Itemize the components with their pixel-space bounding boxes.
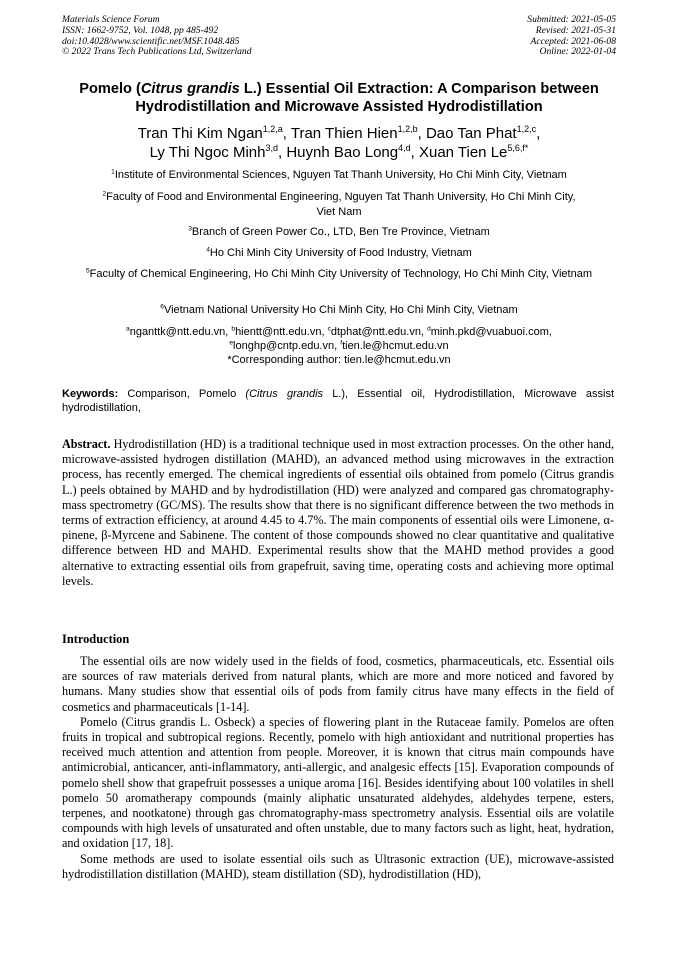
abstract-label: Abstract. <box>62 437 111 451</box>
author: Ly Thi Ngoc Minh$^{3,d}$, <box>149 143 287 161</box>
author: Tran Thi Kim Ngan$^{1,2,a}$, <box>137 124 291 142</box>
accepted-date: Accepted: 2021-06-08 <box>530 35 616 47</box>
email-list <box>40 325 638 367</box>
introduction-heading: Introduction <box>62 632 130 646</box>
affiliation-2: $^2$Faculty of Food and Environmental Engineering, Nguyen Tat Thanh University, Ho Chi Minh City, Viet Nam <box>102 190 576 218</box>
author-list <box>30 124 648 162</box>
affiliation-5: $^5$Faculty of Chemical Engineering, Ho Chi Minh City University of Technology, Ho Chi Minh City, Vietnam <box>85 267 592 280</box>
paragraph: Pomelo (Citrus grandis L. Osbeck) a species of flowering plant in the Rutaceae family. Pomelos are often fruits in tropical and subtropical regions. Recently, pomelo with high antioxidant and nutritional properties has received much attention and attention from people. Moreover, it is known that citrus main compounds have antimicrobial, anticancer, anti-inflammatory, anti-allergic, and analgesic effects [15]. Evaporation compounds of pomelo shell show that grapefruit possesses a unique aroma [16]. Besides identifying about 100 volatiles in shell pomelo 50 aromatherapy compounds (mainly aliphatic unsaturated aldehydes, aldehydes terpene, esters, terpenes, and nootkatone) through gas chromatography-mass spectrometry analysis. Essential oils are volatile compounds with high levels of unsaturated and often unstable, due to many factors such as light, heat, hydration, and oxidation [17, 18]. <box>62 714 614 851</box>
keywords: Keywords: Comparison, Pomelo (Citrus grandis L.), Essential oil, Hydrodistillation, Microwave assist hydrodistillation, <box>62 388 615 414</box>
introduction-body <box>62 654 614 882</box>
author: Huynh Bao Long$^{4,d}$, <box>286 143 419 161</box>
corresponding-author: *Corresponding author: tien.le@hcmut.edu.vn <box>227 354 451 366</box>
abstract <box>62 437 614 589</box>
affiliation-1: $^1$Institute of Environmental Sciences, Nguyen Tat Thanh University, Ho Chi Minh City, Vietnam <box>111 168 567 181</box>
email: $^c$dtphat@ntt.edu.vn, <box>327 325 428 338</box>
author: Xuan Tien $Le^{5,6,f*}$ <box>418 143 529 161</box>
paragraph: The essential oils are now widely used in the fields of food, cosmetics, pharmaceuticals, etc. Essential oils are sources of raw materials derived from natural plants, which are more and more noticed and favored by humans. Many studies show that essential oils of pods from family citrus have many effects in the field of cosmetics and pharmaceuticals [1-14]. <box>62 654 614 714</box>
email: $^b$hientt@ntt.edu.vn, <box>231 325 328 338</box>
journal-header-right <box>527 15 616 58</box>
email: $^f$tien.le@hcmut.edu.vn <box>340 339 449 352</box>
submitted-date: Submitted: 2021-05-05 <box>527 14 616 25</box>
paragraph: Some methods are used to isolate essential oils such as Ultrasonic extraction (UE), microwave-assisted hydrodistillation distillation (MAHD), steam distillation (SD), hydrodistillation (HD), <box>62 851 614 881</box>
email: $^a$nganttk@ntt.edu.vn, <box>126 325 232 338</box>
affiliation-4: $^4$Ho Chi Minh City University of Food Industry, Vietnam <box>206 246 472 259</box>
affiliation-6: $^6$Vietnam National University Ho Chi Minh City, Ho Chi Minh City, Vietnam <box>160 303 518 316</box>
keywords-label: Keywords: <box>62 388 119 400</box>
abstract-text: Hydrodistillation (HD) is a traditional technique used in most extraction processes. On the other hand, microwave-assisted hydrogen distillation (MAHD), an advanced method using microwaves in the extraction process, has recently emerged. The chemical ingredients of essential oils obtained from pomelo (Citrus grandis L.) peels obtained by MAHD and by hydrodistillation (HD) were analyzed and compared gas chromatography-mass spectrometry (GC/MS). The results show that there is no significant difference between the two methods in terms of extraction efficiency, at around 4.45 to 4.7%. The main components of essential oils were Limonene, α-pinene, β-Myrcene and Sabinene. The content of those compounds showed no clear quantitative and qualitative difference between HD and MAHD. Experimental results show that the MAHD method provides a good alternative to extracting essential oils from grapefruit, saving time, operating costs and achieving more optimal levels. <box>62 437 614 588</box>
affiliation-3: $^3$Branch of Green Power Co., LTD, Ben Tre Province, Vietnam <box>188 225 490 238</box>
copyright-line: © 2022 Trans Tech Publications Ltd, Switzerland <box>62 46 252 58</box>
email: $^e$longhp@cntp.edu.vn, <box>229 339 341 352</box>
online-date: Online: 2022-01-04 <box>539 46 616 58</box>
author: Tran Thien Hien$^{1,2,b}$, <box>290 124 426 142</box>
paper-title: Pomelo (Citrus grandis L.) Essential Oil Extraction: A Comparison between Hydrodistillation and Microwave Assisted Hydrodistillation <box>79 81 599 115</box>
journal-header-left <box>62 15 252 58</box>
doi-line: doi:10.4028/www.scientific.net/MSF.1048.485 <box>62 35 240 47</box>
author: Dao Tan Phat$^{1,2,c}$, <box>425 124 541 142</box>
issn-line: ISSN: 1662-9752, Vol. 1048, pp 485-492 <box>62 24 219 36</box>
journal-name: Materials Science Forum <box>62 14 160 25</box>
revised-date: Revised: 2021-05-31 <box>535 24 616 36</box>
email: $^d$minh.pkd@vuabuoi.com, <box>427 325 552 338</box>
